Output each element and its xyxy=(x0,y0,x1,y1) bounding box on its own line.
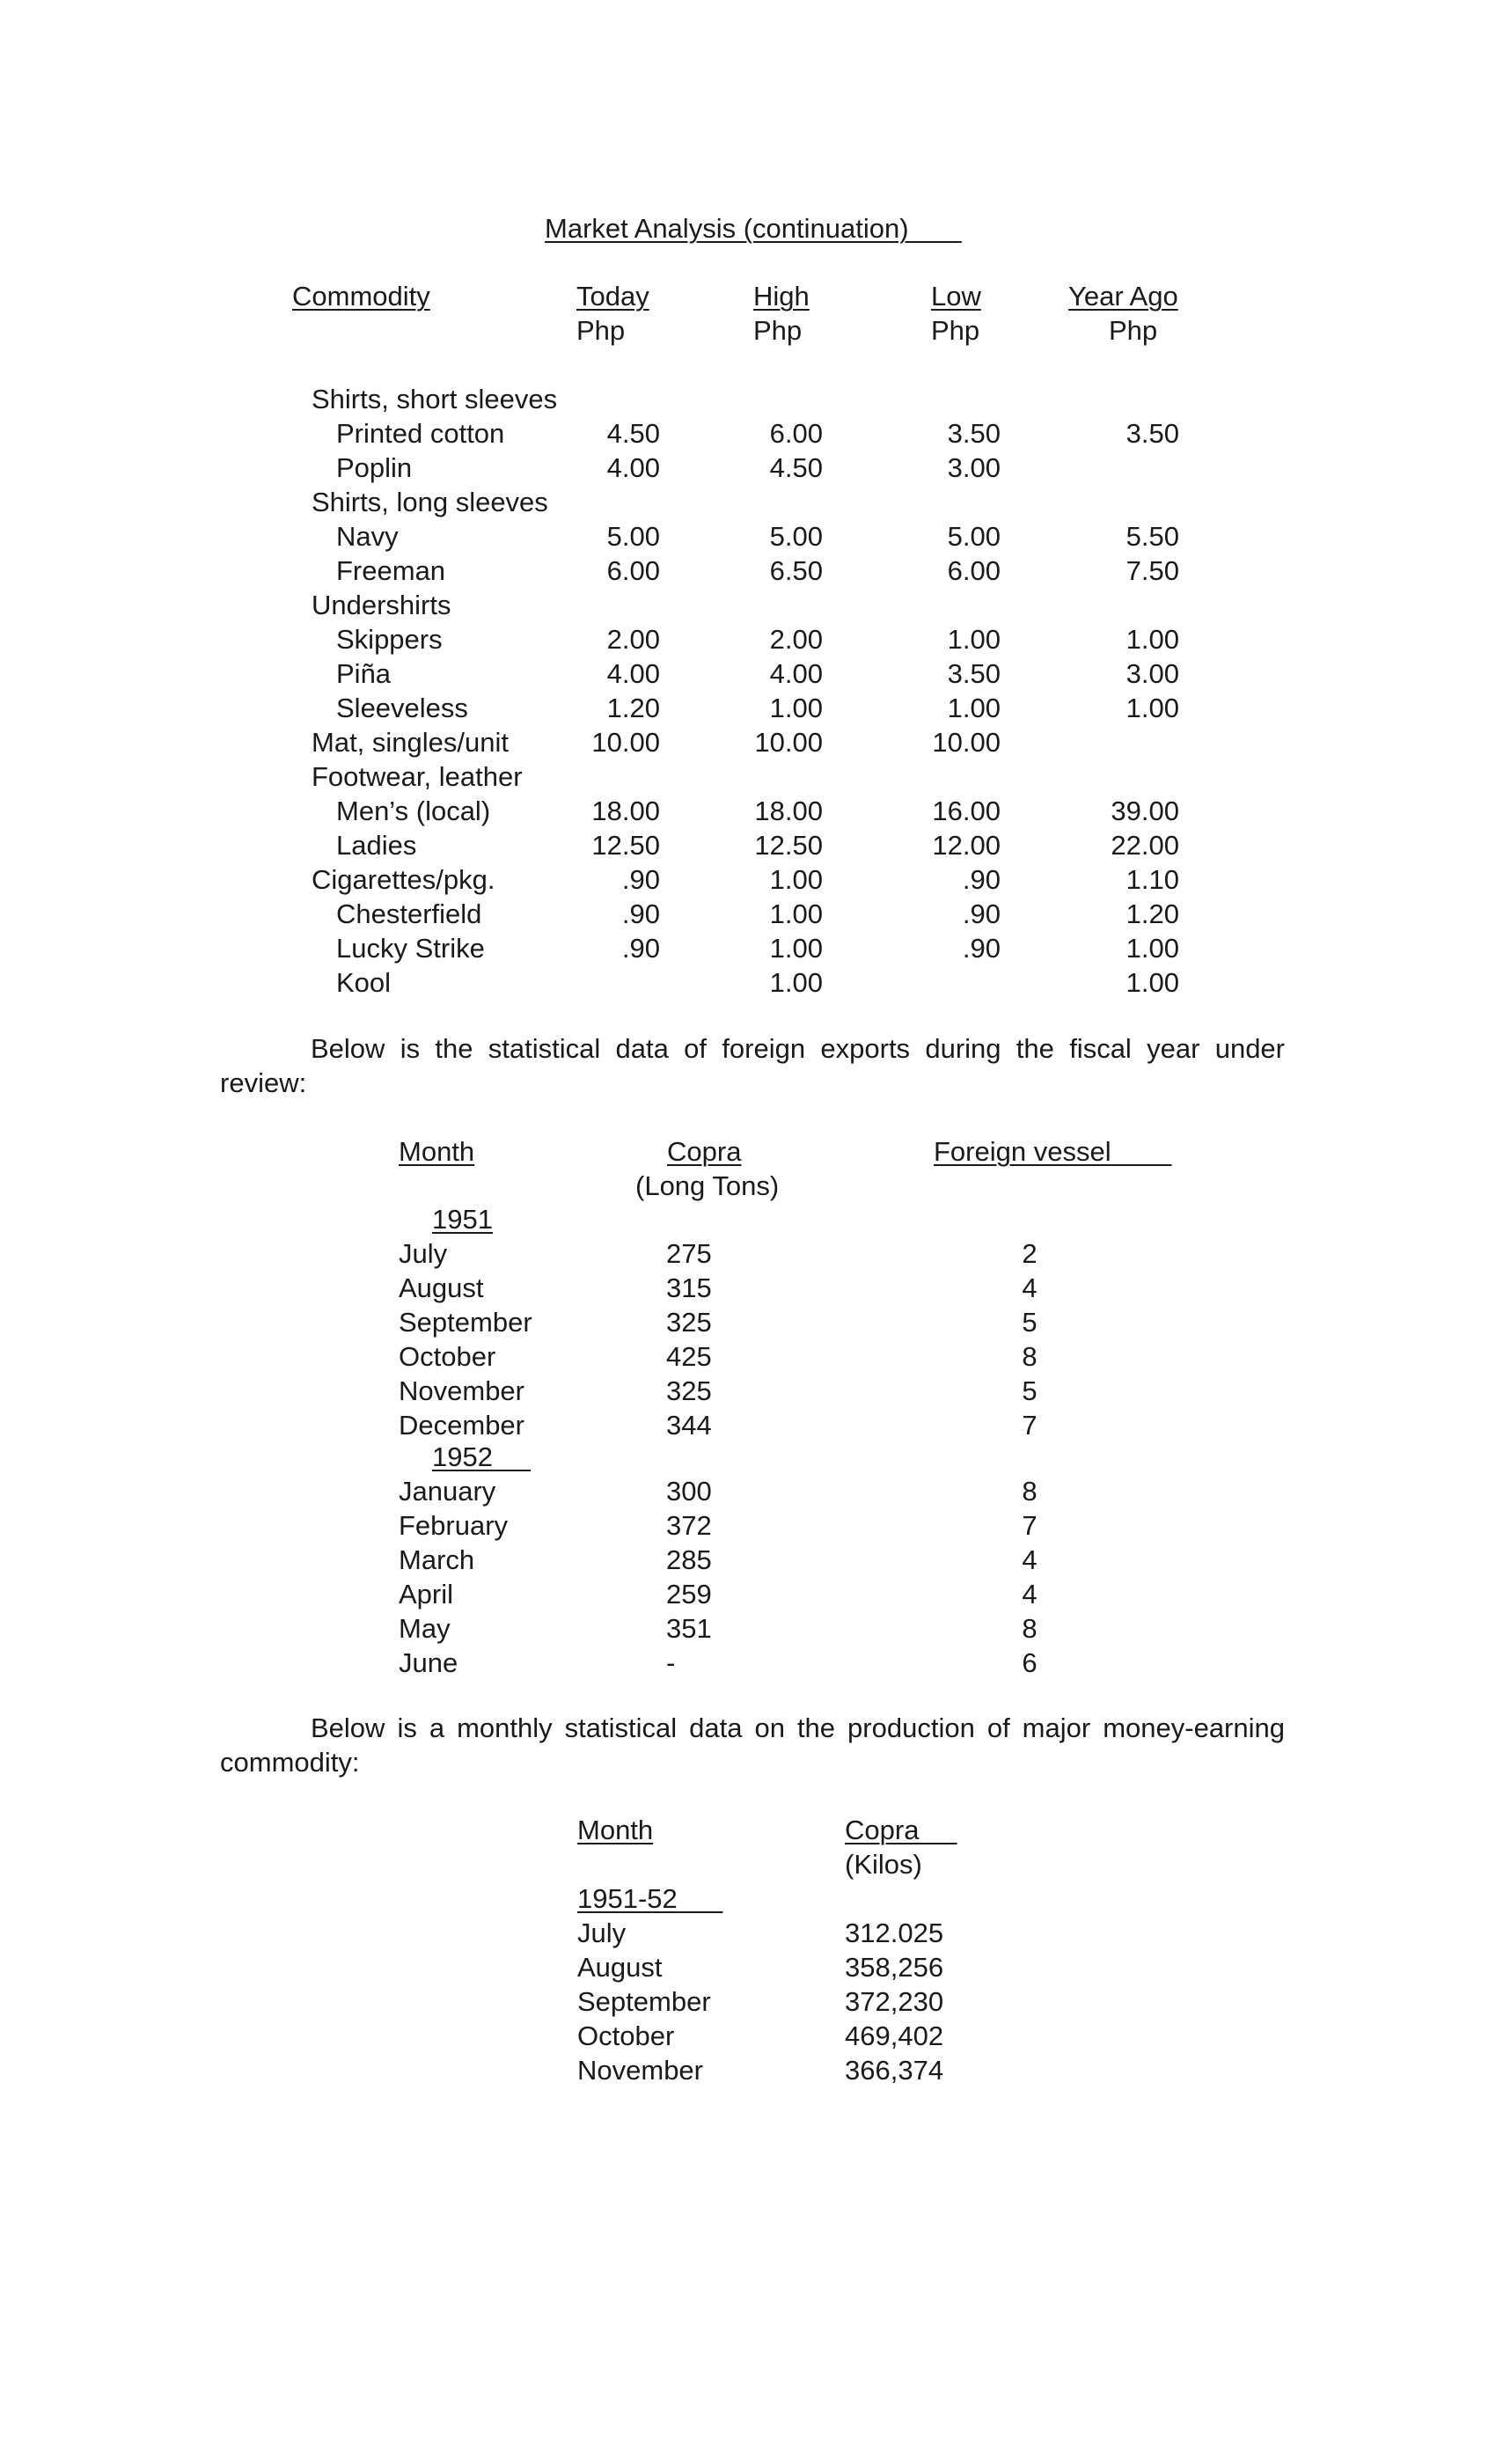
value-high: 5.00 xyxy=(769,521,823,552)
exports-month: June xyxy=(399,1647,458,1678)
production-header-copra: Copra xyxy=(845,1815,920,1845)
value-low: 1.00 xyxy=(947,693,1001,723)
value-year-ago: 1.00 xyxy=(1126,967,1179,998)
exports-vessel: 4 xyxy=(1022,1579,1038,1610)
exports-copra: - xyxy=(666,1647,676,1678)
value-high: 1.00 xyxy=(769,693,823,723)
header-year-ago: Year Ago xyxy=(1068,281,1178,312)
value-year-ago: 5.50 xyxy=(1126,521,1179,552)
value-high: 2.00 xyxy=(769,624,823,655)
value-today: 12.50 xyxy=(591,830,660,861)
commodity-label: Poplin xyxy=(336,452,413,483)
production-copra: 312.025 xyxy=(845,1918,944,1948)
exports-month: March xyxy=(399,1544,475,1575)
commodity-label: Freeman xyxy=(336,555,446,586)
production-month: October xyxy=(577,2020,675,2051)
value-low: 5.00 xyxy=(947,521,1001,552)
header-high: High xyxy=(753,281,810,312)
value-high: 10.00 xyxy=(754,727,823,758)
exports-month: November xyxy=(399,1375,524,1406)
value-today: 4.50 xyxy=(606,418,660,449)
value-high: 1.00 xyxy=(769,898,823,929)
exports-copra: 425 xyxy=(666,1341,712,1372)
value-year-ago: 3.00 xyxy=(1126,658,1179,689)
header-today: Today xyxy=(576,281,649,312)
commodity-label: Men’s (local) xyxy=(336,796,491,826)
value-high: 1.00 xyxy=(769,967,823,998)
exports-month: April xyxy=(399,1579,454,1610)
value-high: 12.50 xyxy=(754,830,823,861)
exports-copra: 325 xyxy=(666,1307,712,1338)
exports-copra: 285 xyxy=(666,1544,712,1575)
value-high: 1.00 xyxy=(769,933,823,964)
value-year-ago: 3.50 xyxy=(1126,418,1179,449)
commodity-label: Footwear, leather xyxy=(312,761,523,792)
value-high: 6.50 xyxy=(769,555,823,586)
commodity-label: Shirts, short sleeves xyxy=(312,384,558,414)
commodity-label: Navy xyxy=(336,521,399,552)
commodity-label: Shirts, long sleeves xyxy=(312,487,548,517)
exports-month: August xyxy=(399,1272,484,1303)
value-low: 6.00 xyxy=(947,555,1001,586)
value-high: 18.00 xyxy=(754,796,823,826)
value-today: 5.00 xyxy=(606,521,660,552)
exports-month: September xyxy=(399,1307,532,1338)
exports-month: October xyxy=(399,1341,496,1372)
exports-month: May xyxy=(399,1613,451,1644)
value-low: .90 xyxy=(962,898,1001,929)
value-low: 3.50 xyxy=(947,418,1001,449)
exports-vessel: 7 xyxy=(1022,1410,1038,1441)
value-high: 6.00 xyxy=(769,418,823,449)
value-today: 6.00 xyxy=(606,555,660,586)
exports-intro: Below is the statistical data of foreign exports during the fiscal year under review: xyxy=(220,1033,1285,1098)
commodity-label: Mat, singles/unit xyxy=(312,727,509,758)
exports-vessel: 7 xyxy=(1022,1510,1038,1541)
header-low: Low xyxy=(931,281,981,312)
exports-month: December xyxy=(399,1410,524,1441)
value-low: 1.00 xyxy=(947,624,1001,655)
value-year-ago: 22.00 xyxy=(1111,830,1179,861)
production-copra: 469,402 xyxy=(845,2020,944,2051)
production-copra: 372,230 xyxy=(845,1986,944,2017)
commodity-label: Printed cotton xyxy=(336,418,505,449)
production-month: September xyxy=(577,1986,711,2017)
exports-vessel: 6 xyxy=(1022,1647,1038,1678)
value-low: 12.00 xyxy=(932,830,1001,861)
exports-header-month: Month xyxy=(399,1136,475,1167)
exports-copra: 300 xyxy=(666,1476,712,1507)
currency-high: Php xyxy=(753,315,803,346)
commodity-label: Lucky Strike xyxy=(336,933,485,964)
value-today: 1.20 xyxy=(606,693,660,723)
exports-header-vessel: Foreign vessel xyxy=(934,1136,1111,1167)
exports-header-copra: Copra xyxy=(667,1136,742,1167)
value-year-ago: 7.50 xyxy=(1126,555,1179,586)
value-high: 4.00 xyxy=(769,658,823,689)
production-month: November xyxy=(577,2055,703,2086)
commodity-label: Chesterfield xyxy=(336,898,482,929)
value-today: 10.00 xyxy=(591,727,660,758)
value-low: 3.50 xyxy=(947,658,1001,689)
value-today: .90 xyxy=(621,898,660,929)
value-year-ago: 1.00 xyxy=(1126,933,1179,964)
value-today: 2.00 xyxy=(606,624,660,655)
production-copra: 358,256 xyxy=(845,1952,944,1983)
value-today: .90 xyxy=(621,864,660,895)
value-today: .90 xyxy=(621,933,660,964)
exports-vessel: 8 xyxy=(1022,1341,1038,1372)
value-high: 4.50 xyxy=(769,452,823,483)
production-month: July xyxy=(577,1918,627,1948)
exports-month: January xyxy=(399,1476,496,1507)
exports-month: February xyxy=(399,1510,509,1541)
exports-copra: 275 xyxy=(666,1238,712,1269)
production-header-copra-unit: (Kilos) xyxy=(845,1849,922,1880)
value-high: 1.00 xyxy=(769,864,823,895)
value-year-ago: 1.10 xyxy=(1126,864,1179,895)
commodity-label: Kool xyxy=(336,967,392,998)
exports-vessel: 5 xyxy=(1022,1375,1038,1406)
commodity-label: Cigarettes/pkg. xyxy=(312,864,495,895)
exports-year-label: 1951 xyxy=(432,1204,493,1235)
value-year-ago: 1.00 xyxy=(1126,624,1179,655)
commodity-label: Undershirts xyxy=(312,590,451,620)
exports-copra: 259 xyxy=(666,1579,712,1610)
exports-copra: 344 xyxy=(666,1410,712,1441)
exports-copra: 372 xyxy=(666,1510,712,1541)
exports-copra: 315 xyxy=(666,1272,712,1303)
exports-vessel: 8 xyxy=(1022,1476,1038,1507)
value-today: 18.00 xyxy=(591,796,660,826)
currency-today: Php xyxy=(576,315,626,346)
exports-year-label: 1952 xyxy=(432,1441,493,1472)
commodity-label: Sleeveless xyxy=(336,693,468,723)
exports-vessel: 5 xyxy=(1022,1307,1038,1338)
commodity-label: Ladies xyxy=(336,830,417,861)
exports-vessel: 8 xyxy=(1022,1613,1038,1644)
exports-copra: 325 xyxy=(666,1375,712,1406)
currency-low: Php xyxy=(931,315,980,346)
production-month: August xyxy=(577,1952,663,1983)
commodity-label: Skippers xyxy=(336,624,443,655)
production-period-label: 1951-52 xyxy=(577,1883,678,1914)
header-commodity: Commodity xyxy=(292,281,430,312)
exports-vessel: 4 xyxy=(1022,1272,1038,1303)
value-today: 4.00 xyxy=(606,452,660,483)
commodity-label: Piña xyxy=(336,658,392,689)
page-title: Market Analysis (continuation) xyxy=(545,213,909,244)
currency-year-ago: Php xyxy=(1109,315,1158,346)
value-low: 10.00 xyxy=(932,727,1001,758)
value-year-ago: 39.00 xyxy=(1111,796,1179,826)
value-low: .90 xyxy=(962,933,1001,964)
value-year-ago: 1.20 xyxy=(1126,898,1179,929)
value-low: 3.00 xyxy=(947,452,1001,483)
production-header-month: Month xyxy=(577,1815,654,1845)
exports-copra: 351 xyxy=(666,1613,712,1644)
exports-vessel: 2 xyxy=(1022,1238,1038,1269)
exports-header-copra-unit: (Long Tons) xyxy=(635,1170,780,1201)
value-today: 4.00 xyxy=(606,658,660,689)
value-low: 16.00 xyxy=(932,796,1001,826)
exports-vessel: 4 xyxy=(1022,1544,1038,1575)
value-year-ago: 1.00 xyxy=(1126,693,1179,723)
exports-month: July xyxy=(399,1238,448,1269)
production-intro: Below is a monthly statistical data on the production of major money-earning commodity: xyxy=(220,1712,1285,1778)
production-copra: 366,374 xyxy=(845,2055,944,2086)
value-low: .90 xyxy=(962,864,1001,895)
